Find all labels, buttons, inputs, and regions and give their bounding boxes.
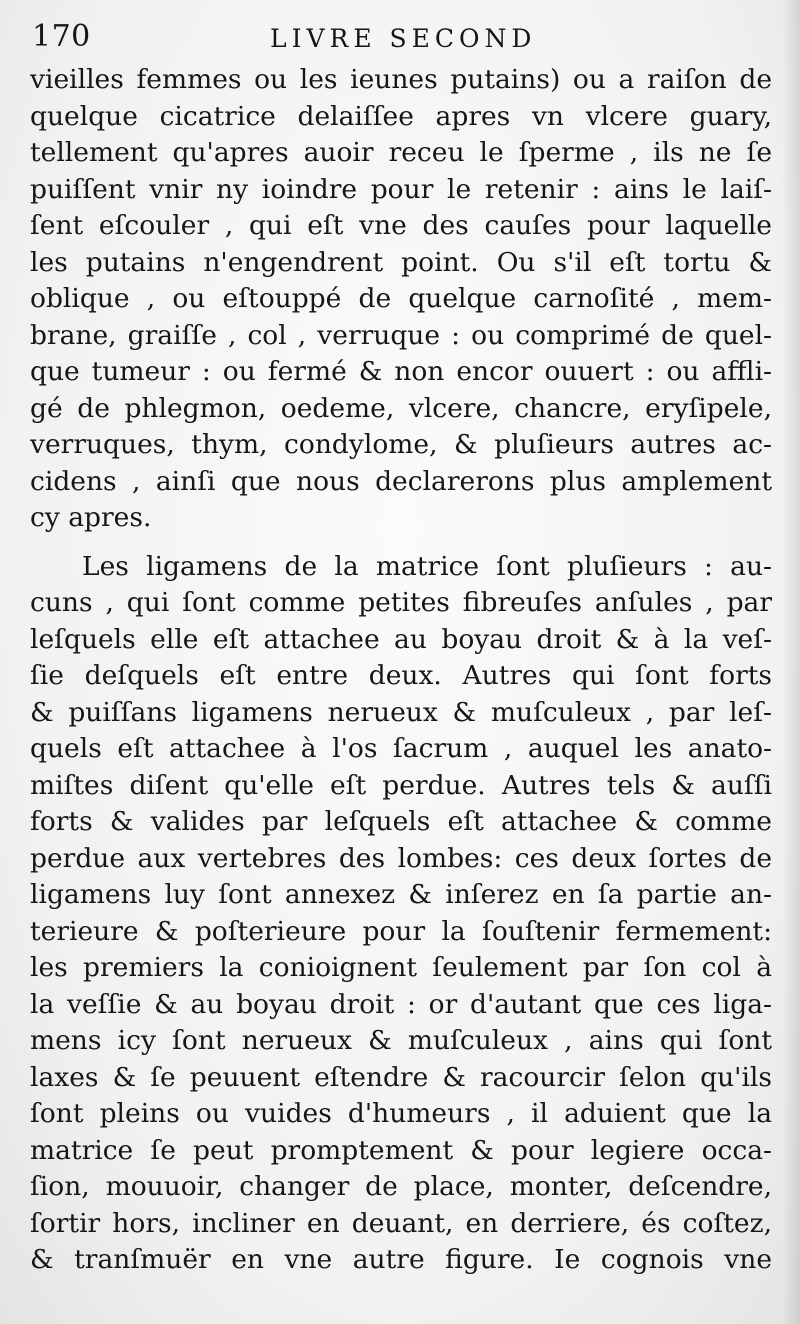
text-line: ſent eſcouler , qui eſt vne des cauſes pour laquelle xyxy=(30,210,772,241)
paragraph-gap xyxy=(30,537,772,549)
text-line: Les ligamens de la matrice ſont pluſieurs : au- xyxy=(82,550,772,582)
text-line: ſont pleins ou vuides d'humeurs , il aduient que la xyxy=(30,1098,772,1129)
text-line: ſion, mouuoir, changer de place, monter, deſcendre, xyxy=(30,1171,772,1202)
text-line: ſie deſquels eſt entre deux. Autres qui ſont forts xyxy=(30,660,772,691)
text-line: les putains n'engendrent point. Ou s'il eſt tortu & xyxy=(30,246,772,278)
text-line: quels eſt attachee à l'os ſacrum , auquel les anato- xyxy=(30,733,772,764)
body-text xyxy=(30,62,772,1279)
text-line: & puiſſans ligamens nerueux & muſculeux , par leſ- xyxy=(30,696,772,728)
text-line: matrice ſe peut promptement & pour legiere occa- xyxy=(30,1134,772,1166)
text-line: forts & valides par leſquels eſt attachee & comme xyxy=(30,806,772,837)
text-line: que tumeur : ou fermé & non encor ouuert : ou affli- xyxy=(30,356,772,387)
text-line: verruques, thym, condylome, & pluſieurs autres ac- xyxy=(30,429,772,460)
text-line: les premiers la conioignent ſeulement par ſon col à xyxy=(30,952,772,983)
text-line: gé de phlegmon, oedeme, vlcere, chancre, eryſipele, xyxy=(30,392,772,424)
text-line: tellement qu'apres auoir receu le ſperme , ils ne ſe xyxy=(30,137,772,168)
text-line: quelque cicatrice delaiſſee apres vn vlcere guary, xyxy=(30,100,772,132)
page-header xyxy=(32,14,772,54)
text-line: & tranſmuër en vne autre figure. Ie cognois vne xyxy=(30,1244,772,1275)
text-line: oblique , ou eſtouppé de quelque carnoſité , mem- xyxy=(30,283,772,314)
text-line: mens icy ſont nerueux & muſculeux , ains qui ſont xyxy=(30,1025,772,1056)
text-line: perdue aux vertebres des lombes: ces deux ſortes de xyxy=(30,842,772,874)
text-line: terieure & poſterieure pour la ſouſtenir fermement: xyxy=(30,915,772,947)
text-line: puiſſent vnir ny ioindre pour le retenir : ains le laiſ- xyxy=(30,173,772,205)
text-line: cy apres. xyxy=(30,502,152,533)
text-line: brane, graiſſe , col , verruque : ou comprimé de quel- xyxy=(30,319,772,351)
running-head: LIVRE SECOND xyxy=(270,24,537,53)
text-line: cidens , ainſi que nous declarerons plus amplement xyxy=(30,465,772,497)
text-line: la veſſie & au boyau droit : or d'autant que ces liga- xyxy=(30,988,772,1020)
text-line: vieilles femmes ou les ieunes putains) ou a raiſon de xyxy=(30,64,772,95)
text-line: cuns , qui ſont comme petites fibreuſes anſules , par xyxy=(30,587,772,618)
page-edge-shadow xyxy=(782,0,800,1324)
text-line: leſquels elle eſt attachee au boyau droit & à la veſ- xyxy=(30,623,772,655)
text-line: laxes & ſe peuuent eſtendre & racourcir ſelon qu'ils xyxy=(30,1061,772,1093)
page-number: 170 xyxy=(32,19,91,54)
text-line: miſtes diſent qu'elle eſt perdue. Autres tels & auſſi xyxy=(30,769,772,801)
text-line: ligamens luy ſont annexez & inſerez en ſa partie an- xyxy=(30,879,772,910)
text-line: ſortir hors, incliner en deuant, en derriere, és coſtez, xyxy=(30,1207,772,1239)
